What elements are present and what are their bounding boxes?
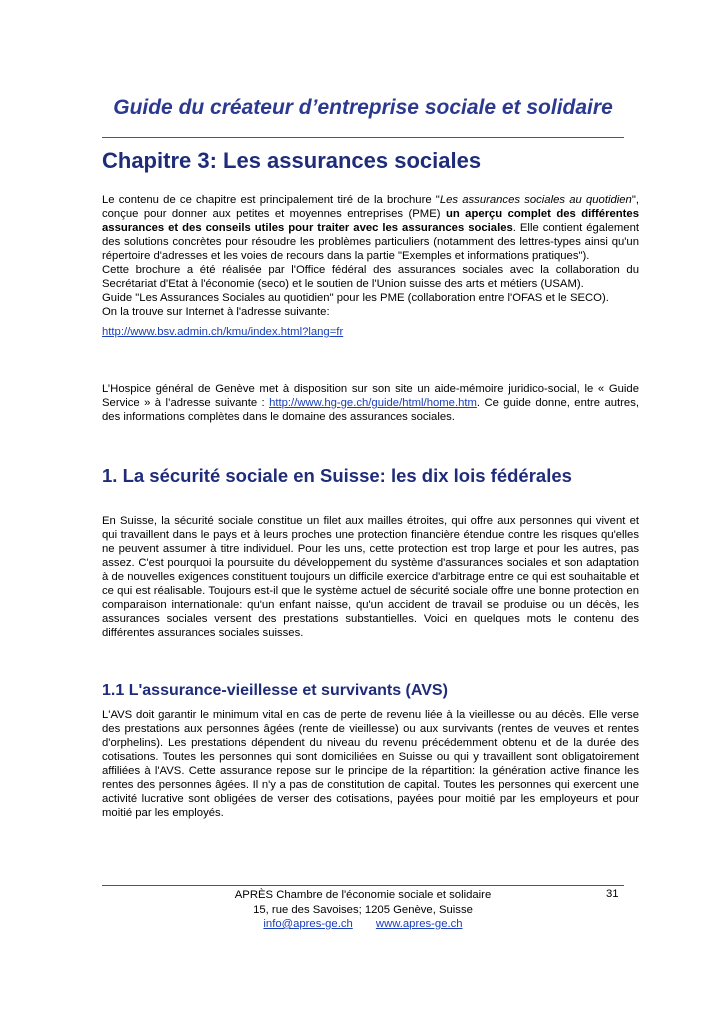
guide-title: Guide du créateur d’entreprise sociale et solidaire <box>113 96 613 119</box>
footer-address: 15, rue des Savoises; 1205 Genève, Suisse <box>253 903 473 916</box>
chapter-title: Chapitre 3: Les assurances sociales <box>102 148 482 173</box>
footer-organization: APRÈS Chambre de l'économie sociale et solidaire <box>234 889 492 901</box>
footer-links <box>102 917 624 932</box>
hospice-paragraph <box>102 382 639 424</box>
section-1-1-heading: 1.1 L'assurance-vieillesse et survivants (AVS) <box>102 682 448 699</box>
brochure-title: Les assurances sociales au quotidien <box>439 194 632 206</box>
intro-text-c: . Elle contient également des solutions concrètes pour résoudre les problèmes particuliers (notamment des lettres-types ainsi qu'un répertoire d'adresses et les voies de recours dans la partie "Exemples et informations pratiques"). <box>102 222 639 262</box>
page-footer <box>102 888 624 932</box>
section-1-paragraph: En Suisse, la sécurité sociale constitue un filet aux mailles étroites, qui offre aux personnes qui vivent et qui travaillent dans le pays et à leurs proches une protection financière étendue contre les risques qu'elles ne peuvent assumer à titre individuel. Pour les uns, cette protection est trop large et pour les autres, pas assez. C'est pourquoi la poursuite du développement du système d'assurances sociales et son adaptation à de nouvelles exigences constituent toujours un difficile exercice d'arbitrage entre ce qui est souhaitable et ce qui est réalisable. Toujours est-il que le système actuel de sécurité sociale offre une bonne protection en comparaison internationale: qu'un enfant naisse, qu'un accident de travail se produise ou un décès, les assurances sociales versent des prestations substantielles. Voici en quelques mots le contenu des différentes assurances sociales suisses. <box>102 515 639 639</box>
internet-paragraph: On la trouve sur Internet à l'adresse suivante: <box>102 306 330 318</box>
hospice-text-b: . Ce guide donne, entre autres, des informations complètes dans le domaine des assurances sociales. <box>102 397 639 423</box>
bsv-link[interactable]: http://www.bsv.admin.ch/kmu/index.html?lang=fr <box>102 326 344 338</box>
guide-paragraph: Guide "Les Assurances Sociales au quotidien" pour les PME (collaboration entre l'OFAS et le SECO). <box>102 292 609 304</box>
section-1-1-paragraph: L'AVS doit garantir le minimum vital en cas de perte de revenu liée à la vieillesse ou au décès. Elle verse des prestations aux personnes âgées (rente de vieillesse) ou aux survivants (rentes de veuves et rentes d'orphelins). Les prestations dépendent du niveau du revenu précédemment obtenu et de la durée des cotisations. Toutes les personnes qui sont domiciliées en Suisse ou qui y travaillent sont obligatoirement affiliées à l'AVS. Cette assurance repose sur le principe de la répartition: la génération active finance les rentes des personnes âgées. Il n'y a pas de constitution de capital. Toutes les personnes qui exercent une activité lucrative sont obligées de verser des cotisations, payées pour moitié par les employeurs et pour moitié par les employés. <box>102 709 639 819</box>
intro-text-b: ", conçue pour donner aux petites et moyennes entreprises (PME) <box>102 194 639 220</box>
section-1-body <box>102 514 639 640</box>
page-number: 31 <box>606 888 619 900</box>
intro-paragraph <box>102 193 639 263</box>
footer-website-link[interactable]: www.apres-ge.ch <box>375 918 463 930</box>
brochure-paragraph: Cette brochure a été réalisée par l'Office fédéral des assurances sociales avec la collaboration du Secrétariat d'Etat à l'économie (seco) et le soutien de l'Union suisse des arts et métiers (USAM). <box>102 264 639 290</box>
running-header <box>102 96 624 120</box>
hospice-text-a: L’Hospice général de Genève met à disposition sur son site un aide-mémoire juridico-social, le « Guide Service » à l’adresse suivante : <box>102 383 639 409</box>
section-1-1-body <box>102 708 639 820</box>
intro-text-a: Le contenu de ce chapitre est principalement tiré de la brochure " <box>102 194 440 206</box>
intro-block <box>102 193 639 339</box>
intro-bold-text: un aperçu complet des différentes assurances et des conseils utiles pour traiter avec les assurances sociales <box>102 208 640 234</box>
footer-email-link[interactable]: info@apres-ge.ch <box>263 918 353 930</box>
footer-divider <box>102 885 624 886</box>
hg-guide-link[interactable]: http://www.hg-ge.ch/guide/html/home.htm <box>269 397 477 409</box>
hospice-block <box>102 382 639 424</box>
header-divider <box>102 137 624 138</box>
section-1-heading: 1. La sécurité sociale en Suisse: les dix lois fédérales <box>102 465 572 486</box>
